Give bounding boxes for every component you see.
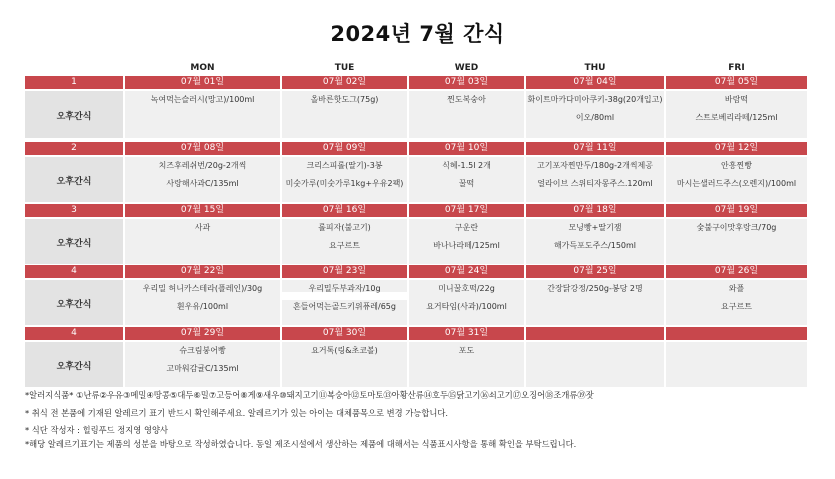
day-header-mon: MON	[190, 63, 215, 73]
menu-item: 슈크림붕어빵	[179, 346, 226, 355]
menu-item: 올바른핫도그(75g)	[310, 95, 379, 104]
menu-item: 우리밀두부과자/10g	[308, 284, 381, 293]
menu-item: 흔들어먹는골드키위퓨레/65g	[293, 302, 396, 311]
date-header: 07월 25일	[526, 265, 664, 278]
date-header: 07월 17일	[409, 204, 524, 217]
menu-item: 이오/80ml	[575, 113, 615, 122]
meal-label: 오후간식	[56, 362, 92, 372]
date-header: 07월 10일	[409, 142, 524, 155]
menu-item: 간장닭강정/250g-봉당 2명	[547, 284, 643, 293]
day-header-fri: FRI	[728, 63, 745, 73]
week-number: 2	[25, 142, 123, 155]
date-header: 07월 31일	[409, 327, 524, 340]
menu-item: 미숫가루(미숫가루1kg+우유2팩)	[285, 179, 404, 188]
date-header: 07월 08일	[125, 142, 280, 155]
date-header: 07월 16일	[282, 204, 407, 217]
menu-item: 고기포자찐만두/180g-2개씩제공	[536, 161, 654, 170]
week-number: 4	[25, 265, 123, 278]
menu-item: 우리밀 허니카스테라(플레인)/30g	[142, 284, 263, 293]
menu-item: 안흥찐빵	[721, 161, 752, 170]
menu-item: 스트로베리라떼/125ml	[695, 113, 778, 122]
date-header: 07월 01일	[125, 76, 280, 89]
menu-item: 구운란	[454, 223, 479, 232]
menu-item: 마시는샐러드주스(오렌지)/100ml	[676, 179, 797, 188]
meal-label: 오후간식	[56, 112, 92, 122]
menu-item: 숯불구이맛후랑크/70g	[696, 223, 777, 232]
menu-item: 모닝빵+딸기잼	[568, 223, 622, 232]
menu-item: 크리스피롤(딸기)-3봉	[306, 161, 383, 170]
menu-item: 바람떡	[724, 95, 749, 104]
menu-item: 찐도복숭아	[447, 95, 486, 104]
menu-item: 식혜-1.5l 2개	[442, 161, 491, 170]
day-header-wed: WED	[454, 63, 479, 73]
allergen-note: *알러지식품* ①난류②우유③메밀④땅콩⑤대두⑥밀⑦고등어⑧게⑨새우⑩돼지고기⑪복숭아⑫토마토⑬아황산류⑭호두⑮닭고기⑯쇠고기⑰오징어⑱조개류⑲잣	[25, 390, 594, 400]
menu-item: 치즈후레쉬번/20g-2개씩	[158, 161, 247, 170]
menu-item: 흰우유/100ml	[176, 302, 229, 311]
date-header: 07월 29일	[125, 327, 280, 340]
menu-item: 사과	[194, 223, 211, 232]
menu-item: 녹여먹는슬러시(망고)/100ml	[150, 95, 255, 104]
week-number: 4	[25, 327, 123, 340]
date-header	[666, 327, 807, 340]
menu-item: 요거타임(사과)/100ml	[426, 302, 507, 311]
label-basis-note: *해당 알레르기표기는 제품의 성분을 바탕으로 작성하였습니다. 동일 제조시설에서 생산하는 제품에 대해서는 식품표시사항을 통해 확인을 부탁드립니다.	[25, 439, 577, 449]
date-header: 07월 09일	[282, 142, 407, 155]
menu-item: 와플	[728, 284, 745, 293]
allergy-check-note: * 취식 전 본품에 기재된 알레르기 표기 반드시 확인해주세요. 알레르기가 있는 아이는 대체품목으로 변경 가능합니다.	[25, 408, 449, 418]
menu-item: 사랑해사과C/135ml	[166, 179, 239, 188]
day-header-tue: TUE	[334, 63, 355, 73]
menu-item: 바나나라떼/125ml	[433, 241, 500, 250]
date-header: 07월 24일	[409, 265, 524, 278]
day-header-thu: THU	[584, 63, 606, 73]
date-header: 07월 11일	[526, 142, 664, 155]
date-header: 07월 23일	[282, 265, 407, 278]
menu-item: 화이트마카다미아쿠키-38g(20개입고)	[527, 95, 663, 104]
date-header: 07월 19일	[666, 204, 807, 217]
date-header: 07월 30일	[282, 327, 407, 340]
menu-item: 포도	[458, 346, 475, 355]
menu-item: 고마워감귤C/135ml	[166, 364, 239, 373]
date-header: 07월 05일	[666, 76, 807, 89]
page-title: 2024년 7월 간식	[330, 22, 505, 46]
menu-item: 미니꿀호떡/22g	[438, 284, 495, 293]
menu-item: 꿀떡	[458, 179, 475, 188]
menu-item: 롤피자(불고기)	[318, 223, 371, 232]
date-header: 07월 26일	[666, 265, 807, 278]
meal-label: 오후간식	[56, 177, 92, 187]
date-header: 07월 04일	[526, 76, 664, 89]
menu-item: 요구르트	[721, 302, 752, 311]
menu-item: 요구르트	[329, 241, 360, 250]
date-header: 07월 03일	[409, 76, 524, 89]
date-header: 07월 18일	[526, 204, 664, 217]
date-header	[526, 327, 664, 340]
week-number: 3	[25, 204, 123, 217]
date-header: 07월 02일	[282, 76, 407, 89]
menu-item: 얼라이브 스위티자몽주스.120ml	[537, 179, 653, 188]
date-header: 07월 22일	[125, 265, 280, 278]
date-header: 07월 15일	[125, 204, 280, 217]
author-note: * 식단 작성자 : 힐링푸드 정지영 영양사	[25, 425, 168, 435]
menu-item: 요거톡(링&초코볼)	[311, 346, 378, 355]
meal-label: 오후간식	[56, 300, 92, 310]
menu-item: 해가득포도주스/150ml	[553, 241, 637, 250]
date-header: 07월 12일	[666, 142, 807, 155]
meal-label: 오후간식	[56, 239, 92, 249]
week-number: 1	[25, 76, 123, 89]
